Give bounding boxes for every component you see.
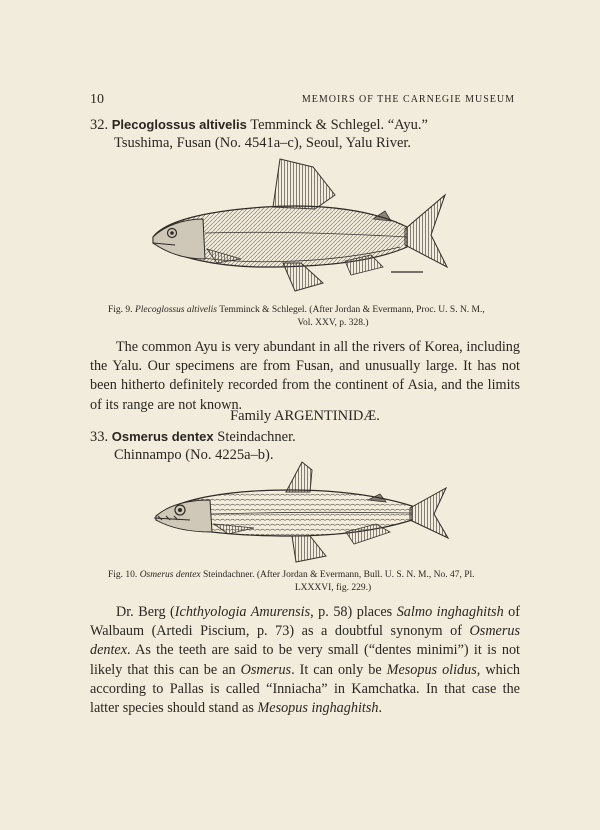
- paragraph-berg: [90, 603, 520, 718]
- text-run: Dr. Berg (: [116, 604, 175, 620]
- scientific-name: Plecoglossus altivelis: [111, 117, 247, 132]
- text-run-italic: Ichthyologia Amurensis: [174, 604, 311, 620]
- running-title: MEMOIRS OF THE CARNEGIE MUSEUM: [301, 94, 515, 105]
- text-run-italic: Salmo inghaghitsh: [396, 604, 504, 620]
- scientific-name: Osmerus dentex: [111, 429, 214, 444]
- figure-10-caption: [108, 569, 518, 595]
- text-run: of Walbaum (Artedi Piscium, p. 73) as a doubtful synonym of: [90, 604, 520, 640]
- localities: Tsushima, Fusan (No. 4541a–c), Seoul, Yalu River.: [114, 135, 412, 151]
- figure-species: Osmerus dentex: [139, 570, 201, 580]
- authority: Temminck & Schlegel. “Ayu.”: [246, 117, 428, 133]
- text-run-italic: Mesopus olidus: [386, 661, 477, 678]
- text-run-italic: Osmerus: [240, 661, 292, 678]
- entry-number: 32.: [90, 117, 109, 133]
- figure-9-ayu-illustration: [145, 155, 460, 300]
- entry-number: 33.: [90, 429, 109, 445]
- figure-text: Steindachner. (After Jordan & Evermann, Bull. U. S. N. M., No. 47, Pl.: [200, 570, 475, 580]
- text-run-italic: Mesopus inghaghitsh: [257, 700, 379, 717]
- figure-label: Fig. 10.: [108, 570, 138, 580]
- figure-9-caption: [108, 304, 518, 330]
- figure-label: Fig. 9.: [108, 305, 133, 315]
- figure-text-2: Vol. XXV, p. 328.): [297, 318, 369, 328]
- text-run-italic: Osmerus dentex: [90, 623, 520, 659]
- text-run: . As the teeth are said to be very small (“dentes minimi”) it is not likely that this can be an: [90, 642, 520, 678]
- figure-10-osmerus-illustration: [150, 458, 455, 568]
- text-run: , which according to Pallas is called “Inniacha” in Kamchatka. In that case the latter species should stand as: [90, 661, 520, 717]
- authority: Steindachner.: [213, 429, 296, 445]
- text-run: , p. 58) places: [310, 604, 397, 620]
- figure-species: Plecoglossus altivelis: [134, 305, 217, 315]
- localities: Chinnampo (No. 4225a–b).: [114, 447, 274, 463]
- figure-text: Temminck & Schlegel. (After Jordan & Evermann, Proc. U. S. N. M.,: [217, 305, 485, 315]
- text-run: . It can only be: [291, 661, 387, 678]
- page-number: 10: [90, 92, 104, 107]
- text-run: .: [378, 700, 382, 717]
- species-entry-32: [90, 116, 520, 152]
- figure-text-2: LXXXVI, fig. 229.): [294, 583, 372, 593]
- family-heading: Family ARGENTINIDÆ.: [230, 408, 380, 424]
- paragraph-ayu: The common Ayu is very abundant in all the rivers of Korea, including the Yalu. Our specimens are from Fusan, and unusually large. It has not been hitherto definitely recorded from the continent of Asia, and the limits of its range are not known.: [90, 339, 520, 413]
